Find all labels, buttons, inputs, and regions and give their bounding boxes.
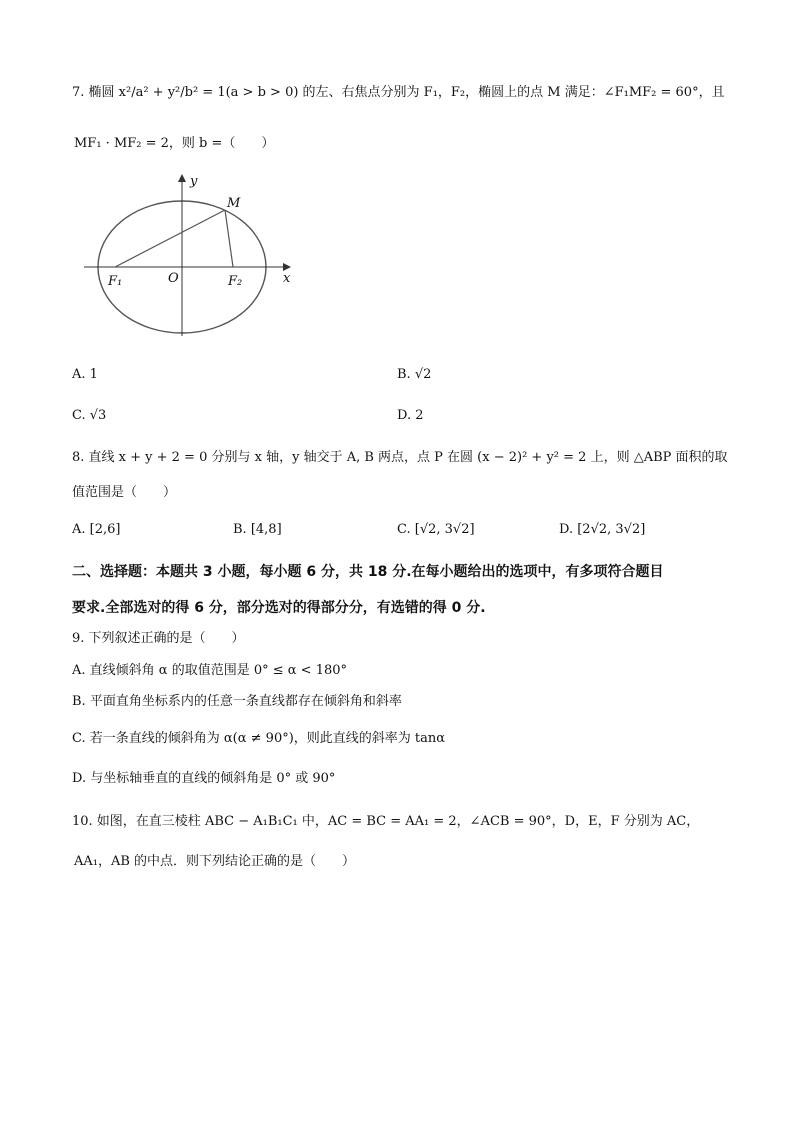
q8-option-d: D. [2√2, 3√2] <box>559 522 646 537</box>
q9-option-b: B. 平面直角坐标系内的任意一条直线都存在倾斜角和斜率 <box>72 694 402 709</box>
x-axis-arrow <box>283 263 291 271</box>
q8-option-b: B. [4,8] <box>233 522 282 537</box>
q9-option-c: C. 若一条直线的倾斜角为 α(α ≠ 90°)，则此直线的斜率为 tanα <box>72 731 446 746</box>
origin-label: O <box>168 271 179 286</box>
q9-stem: 9. 下列叙述正确的是（ ） <box>72 631 245 646</box>
q7-stem-line1: 7. 椭圆 x²/a² + y²/b² = 1(a > b > 0) 的左、右焦点分别为 F₁，F₂，椭圆上的点 M 满足：∠F₁MF₂ = 60°，且 <box>72 85 725 100</box>
q7-option-d: D. 2 <box>397 408 424 423</box>
segment-f1-m <box>115 210 225 267</box>
q8-stem-line1: 8. 直线 x + y + 2 = 0 分别与 x 轴，y 轴交于 A, B 两点，点 P 在圆 (x − 2)² + y² = 2 上，则 △ABP 面积的取 <box>72 450 728 465</box>
q7-option-b: B. √2 <box>397 367 432 382</box>
y-axis-label: y <box>190 174 198 189</box>
q7-option-a: A. 1 <box>72 367 98 382</box>
q8-stem-line2: 值范围是（ ） <box>72 485 177 500</box>
q8-option-a: A. [2,6] <box>72 522 121 537</box>
q10-stem-line2: AA₁，AB 的中点．则下列结论正确的是（ ） <box>74 854 356 869</box>
y-axis-arrow <box>178 174 186 182</box>
x-axis-label: x <box>283 271 291 286</box>
q9-option-d: D. 与坐标轴垂直的直线的倾斜角是 0° 或 90° <box>72 771 336 786</box>
q9-option-a: A. 直线倾斜角 α 的取值范围是 0° ≤ α < 180° <box>72 663 348 678</box>
focus-f1-label: F₁ <box>108 274 123 289</box>
point-m-label: M <box>227 196 241 211</box>
segment-m-f2 <box>225 210 233 267</box>
q7-option-c: C. √3 <box>72 408 107 423</box>
q10-stem-line1: 10. 如图，在直三棱柱 ABC − A₁B₁C₁ 中，AC = BC = AA₁ = 2，∠ACB = 90°，D，E，F 分别为 AC， <box>72 814 700 829</box>
ellipse-diagram <box>80 170 310 340</box>
section2-heading-line1: 二、选择题：本题共 3 小题，每小题 6 分，共 18 分.在每小题给出的选项中，有多项符合题目 <box>72 564 664 580</box>
q8-option-c: C. [√2, 3√2] <box>397 522 475 537</box>
q7-stem-line2: MF₁ · MF₂ = 2，则 b =（ ） <box>74 136 275 151</box>
focus-f2-label: F₂ <box>228 274 243 289</box>
section2-heading-line2: 要求.全部选对的得 6 分，部分选对的得部分分，有选错的得 0 分. <box>72 600 486 616</box>
ellipse-figure <box>80 170 310 340</box>
